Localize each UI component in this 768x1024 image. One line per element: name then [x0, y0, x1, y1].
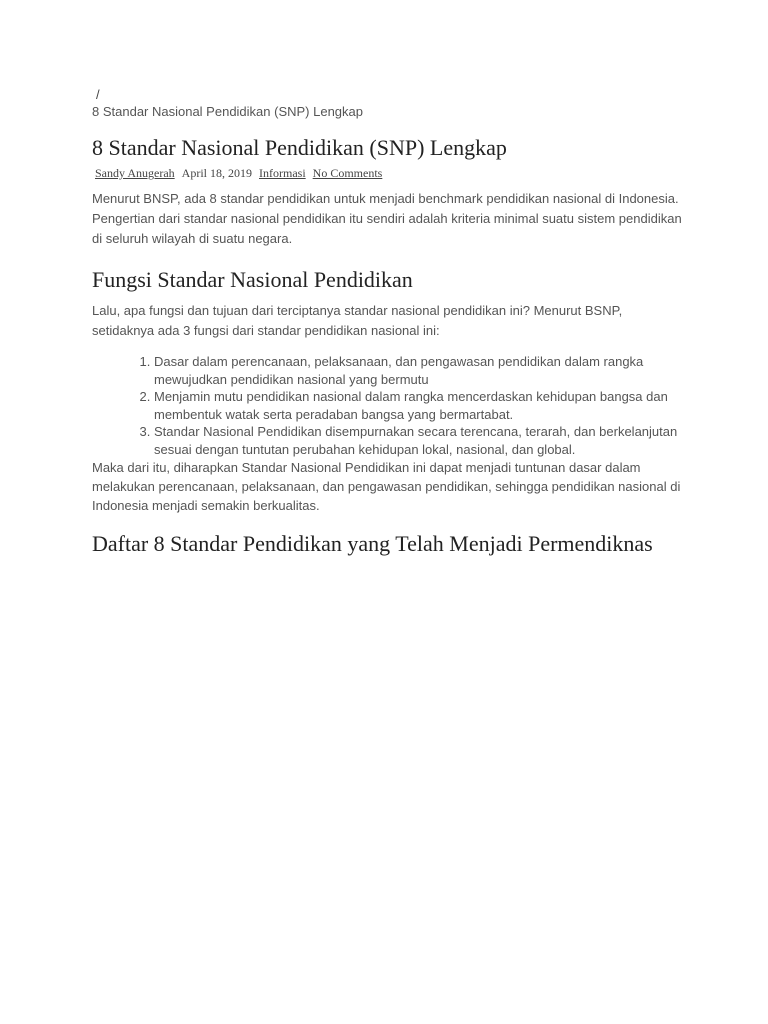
post-date: April 18, 2019: [181, 166, 252, 180]
article: [92, 86, 682, 557]
list-item: 3. Standar Nasional Pendidikan disempurnakan secara terencana, terarah, dan berkelanjutan sesuai dengan tuntutan perubahan kehidupan lokal, nasional, dan global.: [154, 423, 682, 458]
fungsi-list: [92, 353, 682, 458]
list-item: 2. Menjamin mutu pendidikan nasional dalam rangka mencerdaskan kehidupan bangsa dan membentuk watak serta peradaban bangsa yang bermartabat.: [154, 388, 682, 423]
breadcrumb-current: 8 Standar Nasional Pendidikan (SNP) Lengkap: [92, 104, 364, 119]
section-heading-daftar: Daftar 8 Standar Pendidikan yang Telah Menjadi Permendiknas: [92, 531, 653, 556]
comments-link[interactable]: No Comments: [312, 166, 383, 180]
section-heading-fungsi: Fungsi Standar Nasional Pendidikan: [92, 267, 413, 292]
category-link[interactable]: Informasi: [259, 166, 306, 180]
post-meta: [92, 165, 682, 181]
post-title: 8 Standar Nasional Pendidikan (SNP) Lengkap: [92, 135, 507, 160]
list-item: 1. Dasar dalam perencanaan, pelaksanaan, dan pengawasan pendidikan dalam rangka mewujudkan pendidikan nasional yang bermutu: [154, 353, 682, 388]
breadcrumb-separator: /: [96, 87, 100, 102]
closing-paragraph: Maka dari itu, diharapkan Standar Nasional Pendidikan ini dapat menjadi tuntunan dasar dalam melakukan perencanaan, pelaksanaan, dan pengawasan pendidikan, sehingga pendidikan nasional di Indonesia menjadi semakin berkualitas.: [92, 460, 681, 513]
intro-paragraph: Menurut BNSP, ada 8 standar pendidikan untuk menjadi benchmark pendidikan nasional di Indonesia. Pengertian dari standar nasional pendidikan itu sendiri adalah kriteria minimal suatu sistem pendidikan di seluruh wilayah di suatu negara.: [92, 191, 682, 246]
fungsi-lead-paragraph: Lalu, apa fungsi dan tujuan dari terciptanya standar nasional pendidikan ini? Menurut BSNP, setidaknya ada 3 fungsi dari standar pendidikan nasional ini:: [92, 303, 623, 338]
author-link[interactable]: Sandy Anugerah: [95, 166, 175, 180]
